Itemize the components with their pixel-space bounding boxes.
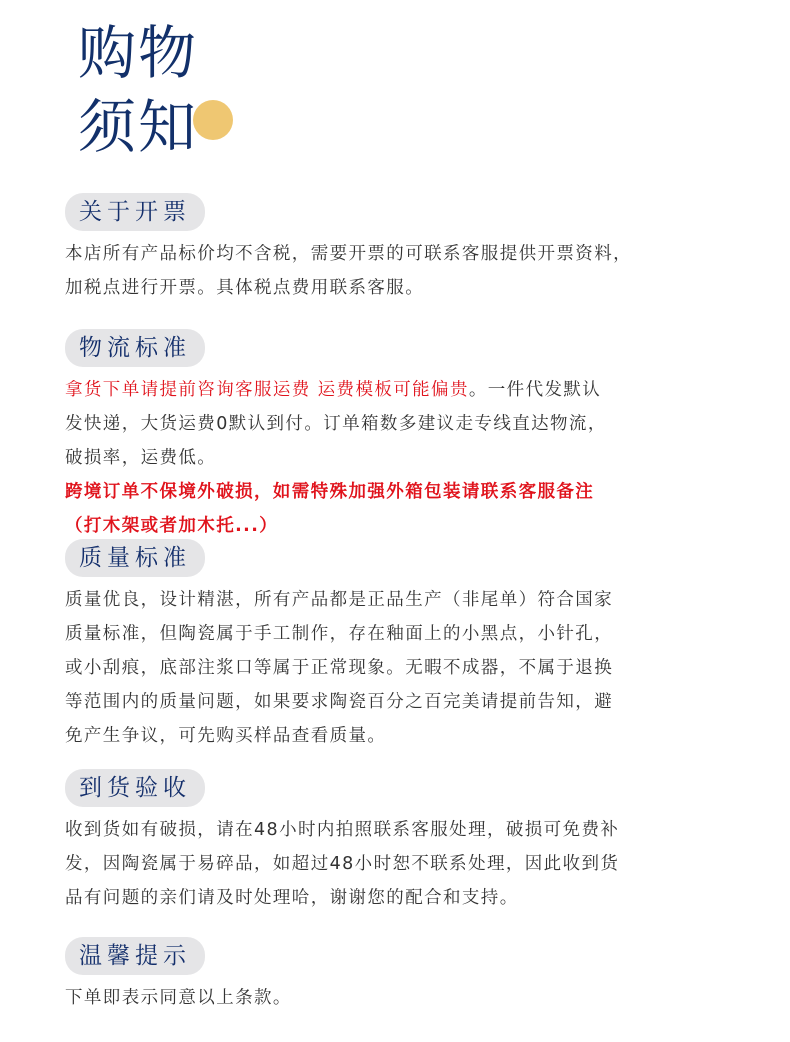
body-line: 或小刮痕，底部注浆口等属于正常现象。无暇不成器，不属于退换 [65,658,614,678]
logo-line-2: 须知 [78,93,199,161]
body-line: 等范围内的质量问题，如果要求陶瓷百分之百完美请提前告知，避 [65,692,614,712]
body-line: 加税点进行开票。具体税点费用联系客服。 [65,278,425,298]
section-receipt [65,769,745,915]
body-line: 发，因陶瓷属于易碎品，如超过48小时恕不联系处理，因此收到货 [65,854,620,874]
body-line: 下单即表示同意以上条款。 [65,988,292,1008]
section-body [65,813,745,915]
section-body [65,981,745,1015]
body-line: 免产生争议，可先购买样品查看质量。 [65,726,387,746]
section-invoice [65,193,745,305]
body-line [65,373,745,407]
section-logistics [65,329,745,543]
cross-border-warning-2: （打木架或者加木托...） [65,516,279,536]
body-line: 质量标准，但陶瓷属于手工制作，存在釉面上的小黑点，小针孔， [65,624,614,644]
body-line: 本店所有产品标价均不含税，需要开票的可联系客服提供开票资料， [65,244,632,264]
body-line: 收到货如有破损，请在48小时内拍照联系客服处理，破损可免费补 [65,820,620,840]
section-tips [65,937,745,1015]
body-line: 发快递，大货运费0默认到付。订单箱数多建议走专线直达物流， [65,414,607,434]
section-title: 物流标准 [65,329,205,367]
body-text: 。一件代发默认 [468,380,602,400]
section-title: 关于开票 [65,193,205,231]
body-line: 破损率，运费低。 [65,448,217,468]
section-title: 到货验收 [65,769,205,807]
body-line: 品有问题的亲们请及时处理哈，谢谢您的配合和支持。 [65,888,519,908]
section-body [65,583,745,753]
section-quality [65,539,745,753]
section-title: 质量标准 [65,539,205,577]
freight-warning: 拿货下单请提前咨询客服运费 运费模板可能偏贵 [65,380,469,400]
section-title: 温馨提示 [65,937,205,975]
shopping-notice-logo [78,10,238,170]
logo-line-1: 购物 [78,19,199,87]
body-line: 质量优良，设计精湛，所有产品都是正品生产（非尾单）符合国家 [65,590,614,610]
section-body [65,373,745,543]
cross-border-warning: 跨境订单不保境外破损，如需特殊加强外箱包装请联系客服备注 [65,482,595,502]
accent-circle [193,100,233,140]
section-body [65,237,745,305]
